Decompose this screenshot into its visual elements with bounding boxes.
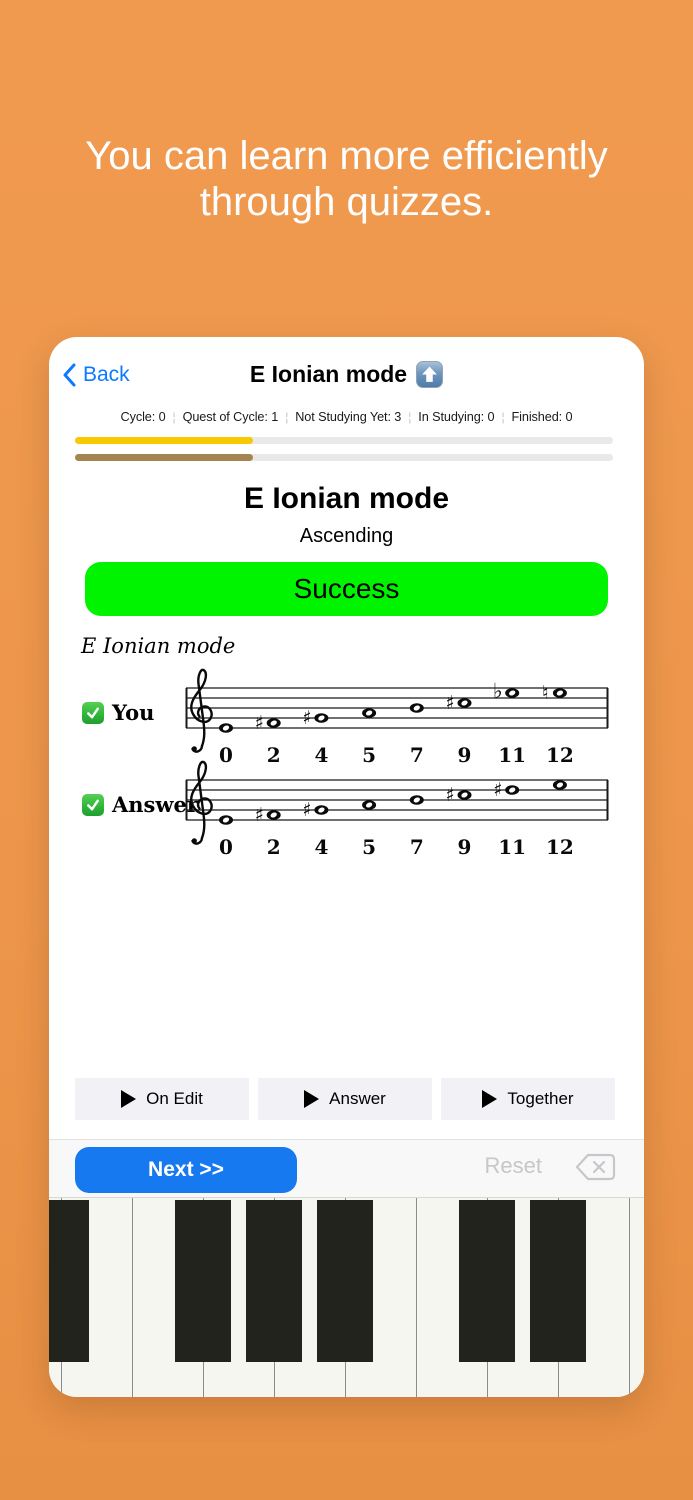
play-answer-label: Answer [329, 1089, 386, 1108]
stat-item: Quest of Cycle: 1 [182, 410, 279, 424]
piano-black-key[interactable] [317, 1200, 373, 1362]
semitone-label: 7 [409, 743, 424, 767]
progress-fill-cycle [75, 454, 253, 461]
play-icon [304, 1090, 319, 1108]
stat-item: In Studying: 0 [418, 410, 495, 424]
semitone-label: 11 [498, 835, 527, 859]
backspace-icon [574, 1151, 616, 1183]
stats-separator: ¦ [408, 410, 412, 424]
piano-black-key[interactable] [175, 1200, 231, 1362]
piano-black-key[interactable] [459, 1200, 515, 1362]
semitone-label: 0 [219, 743, 233, 767]
check-icon [82, 702, 104, 724]
backspace-button[interactable] [574, 1151, 616, 1188]
page-title: E Ionian mode [249, 361, 408, 387]
staff-answer [185, 754, 609, 866]
accidental-sharp: ♯ [302, 799, 312, 821]
semitone-label: 9 [457, 835, 472, 859]
semitone-label: 12 [545, 835, 574, 859]
accidental-sharp: ♯ [254, 712, 264, 734]
semitone-label: 9 [457, 743, 472, 767]
hero-title-line1: You can learn more efficiently [85, 134, 608, 178]
play-on-edit-label: On Edit [146, 1089, 203, 1108]
stat-item: Cycle: 0 [120, 410, 166, 424]
semitone-label: 7 [409, 835, 424, 859]
stats-bar [49, 410, 644, 424]
row-label-answer-text: Answer [112, 792, 198, 817]
piano-white-key[interactable] [629, 1198, 644, 1397]
piano-black-key[interactable] [246, 1200, 302, 1362]
semitone-label: 2 [266, 835, 281, 859]
stats-separator: ¦ [501, 410, 505, 424]
row-label-answer [82, 792, 198, 817]
nav-title-row [49, 361, 644, 388]
semitone-label: 4 [314, 835, 329, 859]
semitone-label: 2 [266, 743, 281, 767]
stats-separator: ¦ [285, 410, 289, 424]
stats-separator: ¦ [172, 410, 176, 424]
next-button[interactable]: Next >> [75, 1147, 297, 1193]
play-together-label: Together [507, 1089, 574, 1108]
stat-item: Not Studying Yet: 3 [295, 410, 402, 424]
reset-button[interactable]: Reset [484, 1153, 542, 1178]
play-icon [482, 1090, 497, 1108]
semitone-label: 5 [362, 743, 377, 767]
accidental-natural: ♮ [542, 682, 549, 704]
back-label: Back [83, 363, 130, 386]
footer-bar [49, 1139, 644, 1197]
phone-card [49, 337, 644, 1397]
semitone-label: 11 [498, 743, 527, 767]
piano-black-key[interactable] [530, 1200, 586, 1362]
progress-fill-quest [75, 437, 253, 444]
hero-title [0, 133, 693, 225]
check-icon [82, 794, 104, 816]
play-on-edit-button[interactable] [75, 1078, 249, 1120]
play-icon [121, 1090, 136, 1108]
back-button[interactable] [62, 363, 130, 387]
hero-title-line2: through quizzes. [199, 180, 494, 224]
notation-caption: E Ionian mode [81, 634, 236, 658]
accidental-sharp: ♯ [445, 784, 455, 806]
quiz-title: E Ionian mode [243, 482, 450, 515]
accidental-sharp: ♯ [445, 692, 455, 714]
accidental-sharp: ♯ [493, 779, 503, 801]
piano-black-key[interactable] [49, 1200, 89, 1362]
row-label-you [82, 700, 154, 725]
accidental-sharp: ♯ [302, 707, 312, 729]
accidental-flat: ♭ [492, 679, 503, 703]
piano-keyboard [49, 1197, 644, 1397]
semitone-label: 0 [219, 835, 233, 859]
play-together-button[interactable] [441, 1078, 615, 1120]
progress-bar-cycle [75, 454, 613, 461]
row-label-you-text: You [112, 700, 155, 725]
semitone-label: 4 [314, 743, 329, 767]
stat-item: Finished: 0 [511, 410, 573, 424]
quiz-direction: Ascending [299, 525, 394, 547]
semitone-label: 12 [545, 743, 574, 767]
semitone-label: 5 [362, 835, 377, 859]
play-answer-button[interactable] [258, 1078, 432, 1120]
progress-bar-quest [75, 437, 613, 444]
chevron-left-icon [62, 363, 76, 387]
result-banner: Success [85, 562, 608, 616]
accidental-sharp: ♯ [254, 804, 264, 826]
up-arrow-emoji-icon [416, 361, 443, 388]
